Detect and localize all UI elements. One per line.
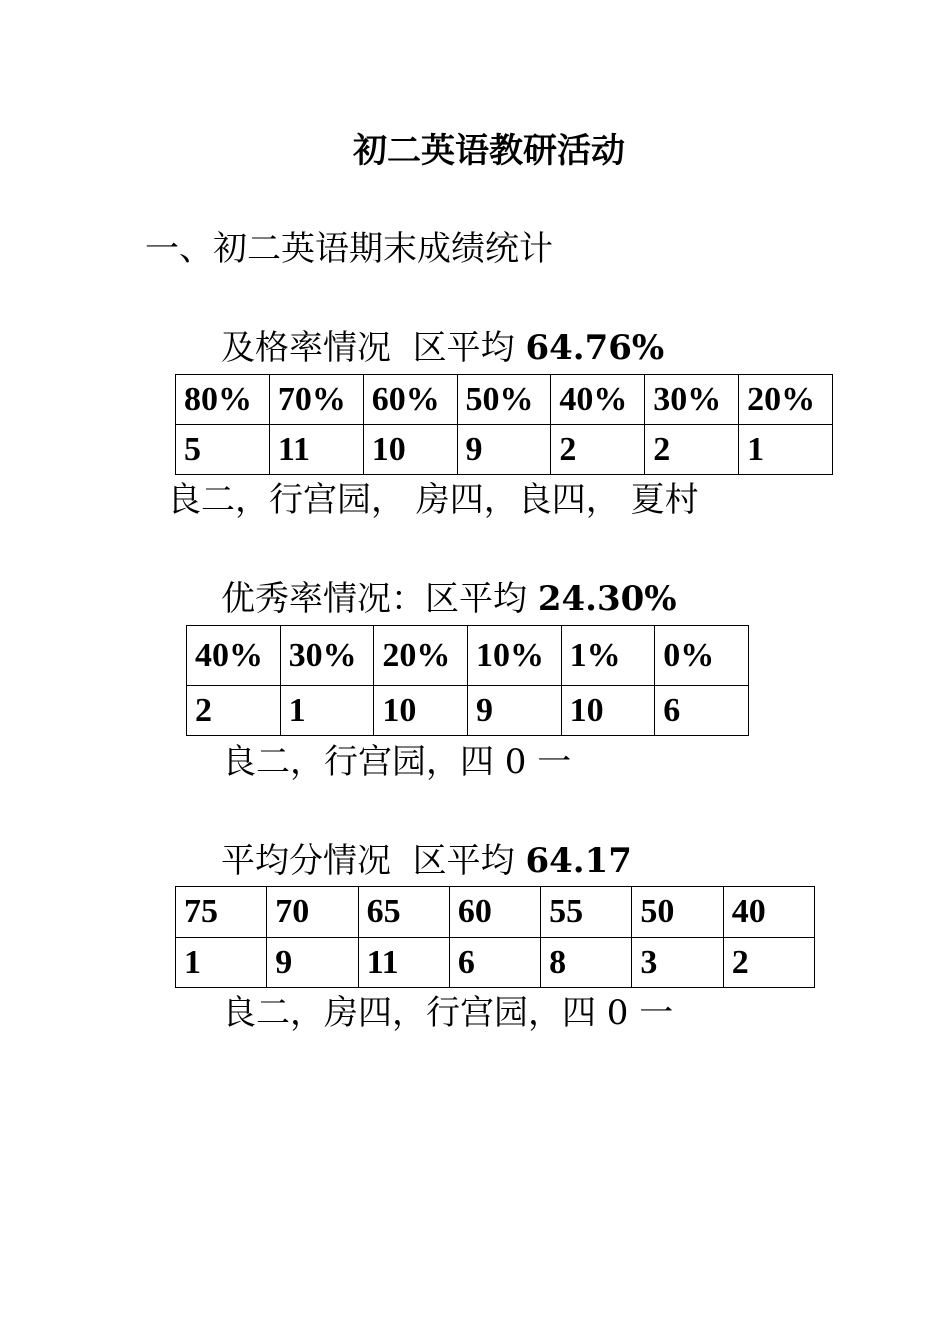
excellence-rate-count-cell: 10 <box>561 686 655 736</box>
pass-rate-header-cell: 70% <box>269 375 363 425</box>
pass-rate-header-cell: 60% <box>363 375 457 425</box>
pass-rate-count-cell: 10 <box>363 425 457 475</box>
pass-rate-count-row <box>176 425 833 475</box>
excellence-rate-count-cell: 6 <box>655 686 749 736</box>
average-score-header-row <box>176 887 815 938</box>
average-score-count-cell: 6 <box>449 938 540 988</box>
pass-rate-header-cell: 40% <box>551 375 645 425</box>
average-score-count-cell: 8 <box>541 938 632 988</box>
excellence-rate-subheading <box>221 576 677 622</box>
excellence-rate-count-cell: 1 <box>280 686 374 736</box>
pass-rate-header-cell: 30% <box>645 375 739 425</box>
average-score-header-cell: 40 <box>723 887 814 938</box>
pass-rate-count-cell: 2 <box>551 425 645 475</box>
average-score-table <box>175 886 815 988</box>
pass-rate-note: 良二，行宫园， 房四，良四， 夏村 <box>167 480 699 520</box>
pass-rate-count-cell: 2 <box>645 425 739 475</box>
average-score-label: 平均分情况 <box>221 841 391 881</box>
average-score-average-value: 64.17 <box>525 841 632 881</box>
average-score-header-cell: 65 <box>358 887 449 938</box>
average-score-count-cell: 2 <box>723 938 814 988</box>
document-title: 初二英语教研活动 <box>353 131 625 171</box>
average-score-header-cell: 60 <box>449 887 540 938</box>
pass-rate-count-cell: 1 <box>739 425 833 475</box>
section-heading: 一、初二英语期末成绩统计 <box>145 229 553 269</box>
excellence-rate-header-row <box>187 626 749 686</box>
average-score-header-cell: 70 <box>267 887 358 938</box>
pass-rate-count-cell: 5 <box>176 425 270 475</box>
pass-rate-label: 及格率情况 <box>221 328 391 368</box>
pass-rate-average-value: 64.76% <box>525 328 665 368</box>
excellence-rate-average-label: 区平均 <box>425 579 527 619</box>
excellence-rate-count-cell: 2 <box>187 686 281 736</box>
average-score-subheading <box>221 838 632 884</box>
excellence-rate-count-cell: 9 <box>467 686 561 736</box>
excellence-rate-label: 优秀率情况： <box>221 579 425 619</box>
average-score-count-cell: 1 <box>176 938 267 988</box>
average-score-count-cell: 3 <box>632 938 723 988</box>
excellence-rate-count-row <box>187 686 749 736</box>
average-score-count-row <box>176 938 815 988</box>
excellence-rate-header-cell: 40% <box>187 626 281 686</box>
excellence-rate-header-cell: 1% <box>561 626 655 686</box>
pass-rate-table <box>175 374 833 475</box>
pass-rate-count-cell: 11 <box>269 425 363 475</box>
average-score-count-cell: 9 <box>267 938 358 988</box>
pass-rate-count-cell: 9 <box>457 425 551 475</box>
excellence-rate-note: 良二，行宫园，四 0 一 <box>222 742 572 782</box>
excellence-rate-header-cell: 30% <box>280 626 374 686</box>
average-score-average-label: 区平均 <box>412 841 515 881</box>
excellence-rate-table <box>186 625 749 736</box>
pass-rate-header-row <box>176 375 833 425</box>
excellence-rate-header-cell: 0% <box>655 626 749 686</box>
pass-rate-header-cell: 20% <box>739 375 833 425</box>
excellence-rate-header-cell: 10% <box>467 626 561 686</box>
pass-rate-header-cell: 80% <box>176 375 270 425</box>
pass-rate-subheading <box>221 325 664 371</box>
average-score-header-cell: 55 <box>541 887 632 938</box>
average-score-count-cell: 11 <box>358 938 449 988</box>
excellence-rate-count-cell: 10 <box>374 686 468 736</box>
excellence-rate-header-cell: 20% <box>374 626 468 686</box>
excellence-rate-average-value: 24.30% <box>537 579 677 619</box>
average-score-header-cell: 75 <box>176 887 267 938</box>
pass-rate-average-label: 区平均 <box>412 328 515 368</box>
pass-rate-header-cell: 50% <box>457 375 551 425</box>
average-score-note: 良二，房四，行宫园，四 0 一 <box>222 993 674 1033</box>
average-score-header-cell: 50 <box>632 887 723 938</box>
